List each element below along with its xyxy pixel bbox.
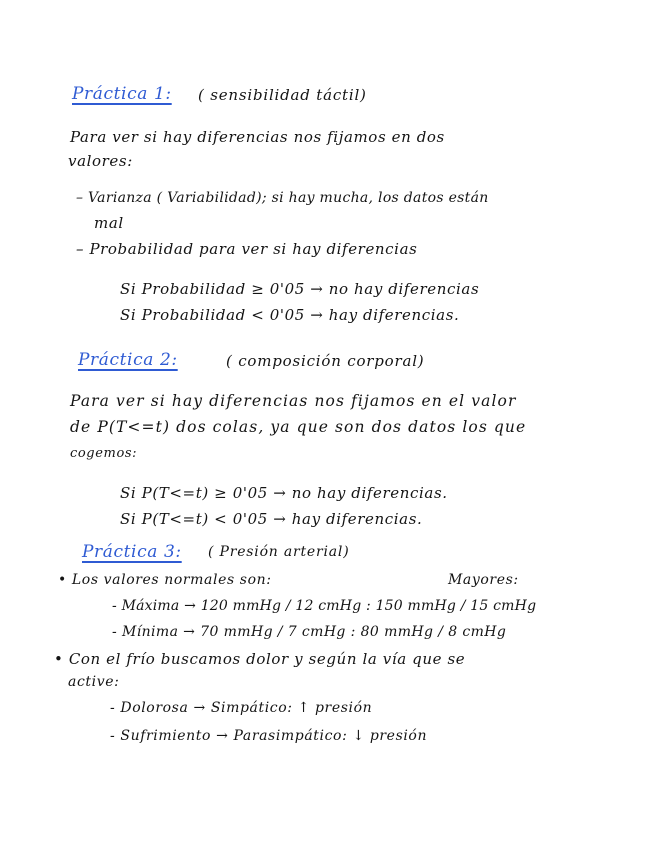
practica-3-min-line: - Mínima → 70 mmHg / 7 cmHg : 80 mmHg / 8 cmHg bbox=[112, 624, 507, 640]
practica-1-rule-diferencias: Si Probabilidad < 0'05 → hay diferencias. bbox=[120, 306, 460, 324]
practica-3-title: Práctica 3: bbox=[82, 542, 182, 562]
practica-2-rule-no-diferencias: Si P(T<=t) ≥ 0'05 → no hay diferencias. bbox=[120, 484, 448, 502]
practica-1-title: Práctica 1: bbox=[72, 84, 172, 104]
practica-1-subtitle: ( sensibilidad táctil) bbox=[198, 86, 367, 104]
practica-1-intro-line-1: Para ver si hay diferencias nos fijamos en dos bbox=[70, 128, 445, 146]
practica-3-subtitle: ( Presión arterial) bbox=[208, 544, 350, 560]
practica-2-line-1: Para ver si hay diferencias nos fijamos en el valor bbox=[70, 392, 517, 410]
practica-3-sufrimiento-line: - Sufrimiento → Parasimpático: ↓ presión bbox=[110, 728, 428, 744]
practica-3-normal-values-label: • Los valores normales son: bbox=[58, 572, 272, 588]
practica-2-title: Práctica 2: bbox=[78, 350, 178, 370]
practica-3-frio-line-1: • Con el frío buscamos dolor y según la vía que se bbox=[54, 650, 466, 668]
practica-2-rule-diferencias: Si P(T<=t) < 0'05 → hay diferencias. bbox=[120, 510, 423, 528]
practica-3-max-line: - Máxima → 120 mmHg / 12 cmHg : 150 mmHg / 15 cmHg bbox=[112, 598, 537, 614]
practica-2-line-3: cogemos: bbox=[70, 446, 138, 461]
practica-2-line-2: de P(T<=t) dos colas, ya que son dos datos los que bbox=[70, 418, 527, 436]
practica-1-item-varianza-cont: mal bbox=[94, 214, 124, 232]
practica-1-item-probabilidad: – Probabilidad para ver si hay diferencias bbox=[76, 240, 418, 258]
practica-3-frio-line-2: active: bbox=[68, 674, 120, 690]
practica-3-dolorosa-line: - Dolorosa → Simpático: ↑ presión bbox=[110, 700, 373, 716]
practica-3-mayores-label: Mayores: bbox=[448, 572, 519, 588]
practica-1-rule-no-diferencias: Si Probabilidad ≥ 0'05 → no hay diferencias bbox=[120, 280, 480, 298]
practica-1-item-varianza: – Varianza ( Variabilidad); si hay mucha, los datos están bbox=[76, 190, 489, 206]
practica-1-intro-line-2: valores: bbox=[68, 152, 133, 170]
practica-2-subtitle: ( composición corporal) bbox=[226, 352, 425, 370]
